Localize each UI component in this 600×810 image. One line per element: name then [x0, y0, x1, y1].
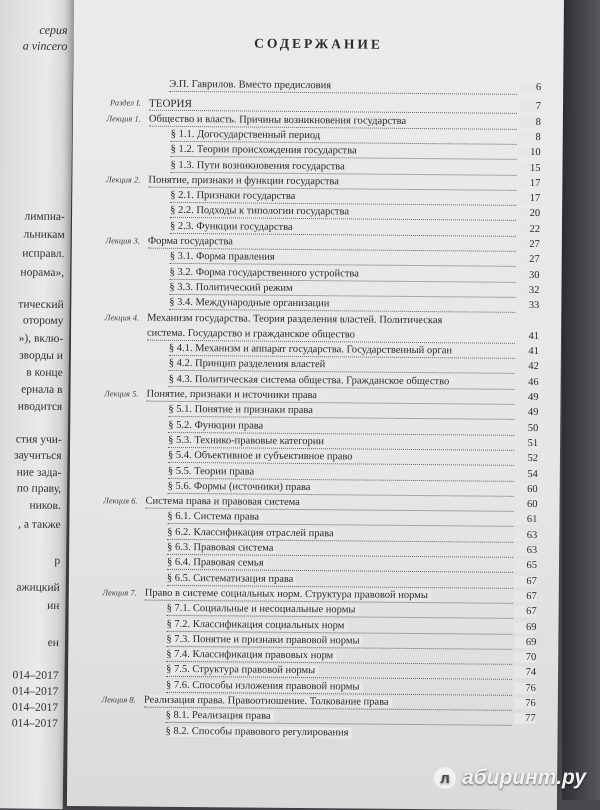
toc-row-text: § 5.5. Теории права [168, 465, 257, 477]
toc-row-text: § 3.1. Форма правления [170, 251, 278, 263]
toc-row-text: § 1.3. Пути возникновения государства [170, 159, 347, 172]
left-page-line: льникам [23, 228, 65, 242]
toc-foreword-row [73, 78, 543, 97]
toc-row-text: Понятие, признаки и функции государства [148, 174, 342, 187]
toc-page-number: 49 [516, 407, 538, 418]
left-page-line: ние зада- [16, 466, 62, 480]
left-page-line: зворды и [19, 349, 64, 363]
left-page-line: р [54, 554, 61, 568]
toc-page-number: 70 [514, 652, 536, 663]
toc-row-text: § 7.4. Классификация правовых норм [166, 649, 336, 661]
left-page-line: ажицкий [16, 581, 60, 595]
toc-page-number: 50 [516, 422, 538, 433]
toc-page-number: 46 [517, 377, 539, 388]
toc-row-label: Лекция 5. [104, 388, 139, 399]
left-page-line: по праву, [16, 482, 62, 496]
toc-page-number: 42 [517, 361, 539, 372]
left-page-line: серия [39, 22, 68, 38]
toc-page-number: 69 [514, 621, 536, 632]
toc-page-number: 6 [519, 82, 541, 93]
toc-row-text: Форма государства [148, 236, 236, 248]
toc-page-number: 76 [514, 698, 536, 709]
toc-page-number: 52 [516, 453, 538, 464]
toc-row-label: Лекция 6. [103, 495, 138, 506]
left-page-line: иводится [17, 400, 63, 414]
toc-page-number: 8 [519, 116, 541, 127]
toc-row-text: § 4.2. Принцип разделения властей [169, 358, 329, 370]
toc-page-number: 17 [518, 178, 540, 189]
toc-row-text: § 2.1. Признаки государства [170, 190, 298, 202]
toc-row-label: Лекция 7. [102, 587, 137, 598]
toc-page-number: 67 [515, 606, 537, 617]
toc-page-number: 51 [516, 438, 538, 449]
toc-row-text: § 6.1. Система права [167, 511, 262, 523]
toc-page-number: 41 [517, 331, 539, 342]
book-edge [562, 0, 600, 800]
toc-page-number: 67 [515, 575, 537, 586]
left-page-line: ин [47, 599, 60, 613]
toc-row-label: Лекция 8. [101, 694, 136, 705]
toc-row-text: Система права и правовая система [146, 496, 303, 508]
toc-page-number: 41 [517, 346, 539, 357]
toc-row-text: Э.П. Гаврилов. Вместо предисловия [169, 79, 334, 91]
toc-page-number: 7 [519, 101, 541, 112]
toc-page-number: 76 [514, 683, 536, 694]
toc-page-number: 20 [518, 208, 540, 219]
left-page-line: ен [47, 636, 60, 650]
left-page-line: , а также [18, 518, 61, 532]
toc-page-number: 49 [516, 392, 538, 403]
watermark-text: абиринт.ру [461, 766, 586, 789]
labirint-logo-icon: л [434, 767, 456, 789]
toc-row-text: § 3.4. Международные организации [169, 297, 332, 309]
toc-page-number: 54 [516, 468, 538, 479]
toc-page-number: 17 [518, 193, 540, 204]
toc-row-text: § 4.1. Механизм и аппарат государства. Государственный орган [169, 343, 455, 356]
left-page-line: лимпиа- [24, 210, 66, 224]
toc-row-label: Лекция 3. [105, 235, 140, 246]
toc-row-label: Раздел I. [109, 97, 142, 108]
toc-row-label: Лекция 2. [105, 174, 141, 185]
toc-row-text: § 6.4. Правовая семья [167, 557, 267, 569]
toc-page-number: 77 [514, 713, 536, 724]
toc-row-text: § 6.5. Систематизация права [167, 572, 297, 584]
toc-row-text: § 6.2. Классификация отраслей права [167, 527, 336, 539]
toc-row-text: § 1.2. Теории происхождения государства [171, 144, 360, 157]
left-page-line: a vincero [22, 38, 68, 54]
left-page [0, 0, 74, 809]
toc-row-text: § 8.2. Способы правового регулирования [166, 725, 352, 738]
toc-page-number: 60 [516, 499, 538, 510]
toc-row-text: § 5.6. Формы (источники) права [168, 481, 314, 493]
toc-row-text: Право в системе социальных норм. Структура правовой нормы [145, 588, 431, 601]
left-page-line: исправл. [22, 247, 65, 261]
toc-row-label: Лекция 1. [106, 112, 141, 124]
toc-row-text: Общество и власть. Причины возникновения государства [149, 113, 409, 126]
left-page-line: 014–2017 [12, 685, 59, 699]
watermark [434, 766, 586, 790]
left-page-line: норама», [20, 266, 65, 280]
left-page-line: »), вклю- [18, 332, 64, 346]
left-page-line: ернала в [21, 383, 63, 397]
toc-page-number: 8 [519, 132, 541, 143]
toc-page-number: 32 [517, 285, 539, 296]
toc-row-text: § 3.3. Политический режим [169, 282, 295, 294]
toc-section-row [67, 725, 537, 744]
toc-row-text: § 4.3. Политическая система общества. Гражданское общество [169, 374, 453, 387]
left-page-line: оторому [22, 314, 64, 328]
toc-row-text: Реализация права. Правоотношение. Толкование права [144, 695, 392, 708]
toc-page-number: 27 [518, 239, 540, 250]
toc-row-text: § 3.2. Форма государственного устройства [170, 266, 362, 279]
toc-page-number: 27 [518, 254, 540, 265]
toc-page-number: 63 [515, 545, 537, 556]
left-page-line: 014–2017 [12, 669, 59, 683]
toc-page-number: 33 [517, 300, 539, 311]
toc-row-text: § 7.1. Социальные и несоциальные нормы [167, 603, 359, 616]
left-page-line: тический [18, 298, 64, 312]
toc-page-number: 69 [514, 637, 536, 648]
toc-row-label: Лекция 4. [104, 311, 140, 323]
toc-page-number: 60 [516, 484, 538, 495]
toc-row-text: Понятие, признаки и источники права [146, 389, 320, 402]
left-page-line: ников. [29, 499, 61, 513]
left-page-line: заучиться [14, 449, 62, 463]
contents-page [67, 0, 564, 810]
toc-page-number: 30 [518, 269, 540, 280]
toc-row-text: § 5.1. Понятие и признаки права [168, 404, 316, 416]
left-page-line: 014–2017 [11, 717, 58, 731]
toc-page-number: 22 [518, 224, 540, 235]
left-page-line: стия учи- [15, 433, 62, 447]
toc-row-text: § 5.4. Объективное и субъективное право [168, 450, 356, 463]
toc-row-text: § 5.2. Функции права [168, 419, 266, 431]
contents-title: СОДЕРЖАНИЕ [254, 35, 384, 52]
toc-page-number: 15 [518, 162, 540, 173]
toc-row-text: ТЕОРИЯ [149, 98, 195, 110]
toc-row-text: § 2.2. Подходы к типологии государства [170, 205, 352, 218]
toc-row-text: § 6.3. Правовая система [167, 542, 276, 554]
toc-row-text: Механизм государства. Теория разделения властей. Политическая [147, 312, 445, 326]
toc-page-number: 63 [515, 530, 537, 541]
toc-row-text: § 1.1. Догосударственный период [171, 129, 323, 141]
toc-page-number: 74 [514, 667, 536, 678]
toc-page-number: 67 [515, 591, 537, 602]
toc-row-text: § 7.3. Понятие и признаки правовой нормы [166, 634, 362, 647]
toc-row-text: § 8.1. Реализация права [166, 710, 274, 722]
toc-row-text: § 7.2. Классификация социальных норм [166, 618, 347, 631]
toc-page-number: 10 [519, 147, 541, 158]
toc-row-text: § 7.6. Способы изложения правовой нормы [166, 680, 363, 693]
left-page-line: в конце [26, 366, 63, 380]
toc-row-text: система. Государство и гражданское общество [147, 327, 358, 340]
toc-page-number: 65 [515, 560, 537, 571]
left-page-line: 014–2017 [11, 701, 59, 715]
toc-row-text: § 5.3. Технико-правовые категории [168, 435, 327, 447]
toc-row-text: § 7.5. Структура правовой нормы [166, 664, 318, 676]
toc-page-number: 61 [515, 514, 537, 525]
toc-row-text: § 2.3. Функции государства [170, 221, 296, 233]
